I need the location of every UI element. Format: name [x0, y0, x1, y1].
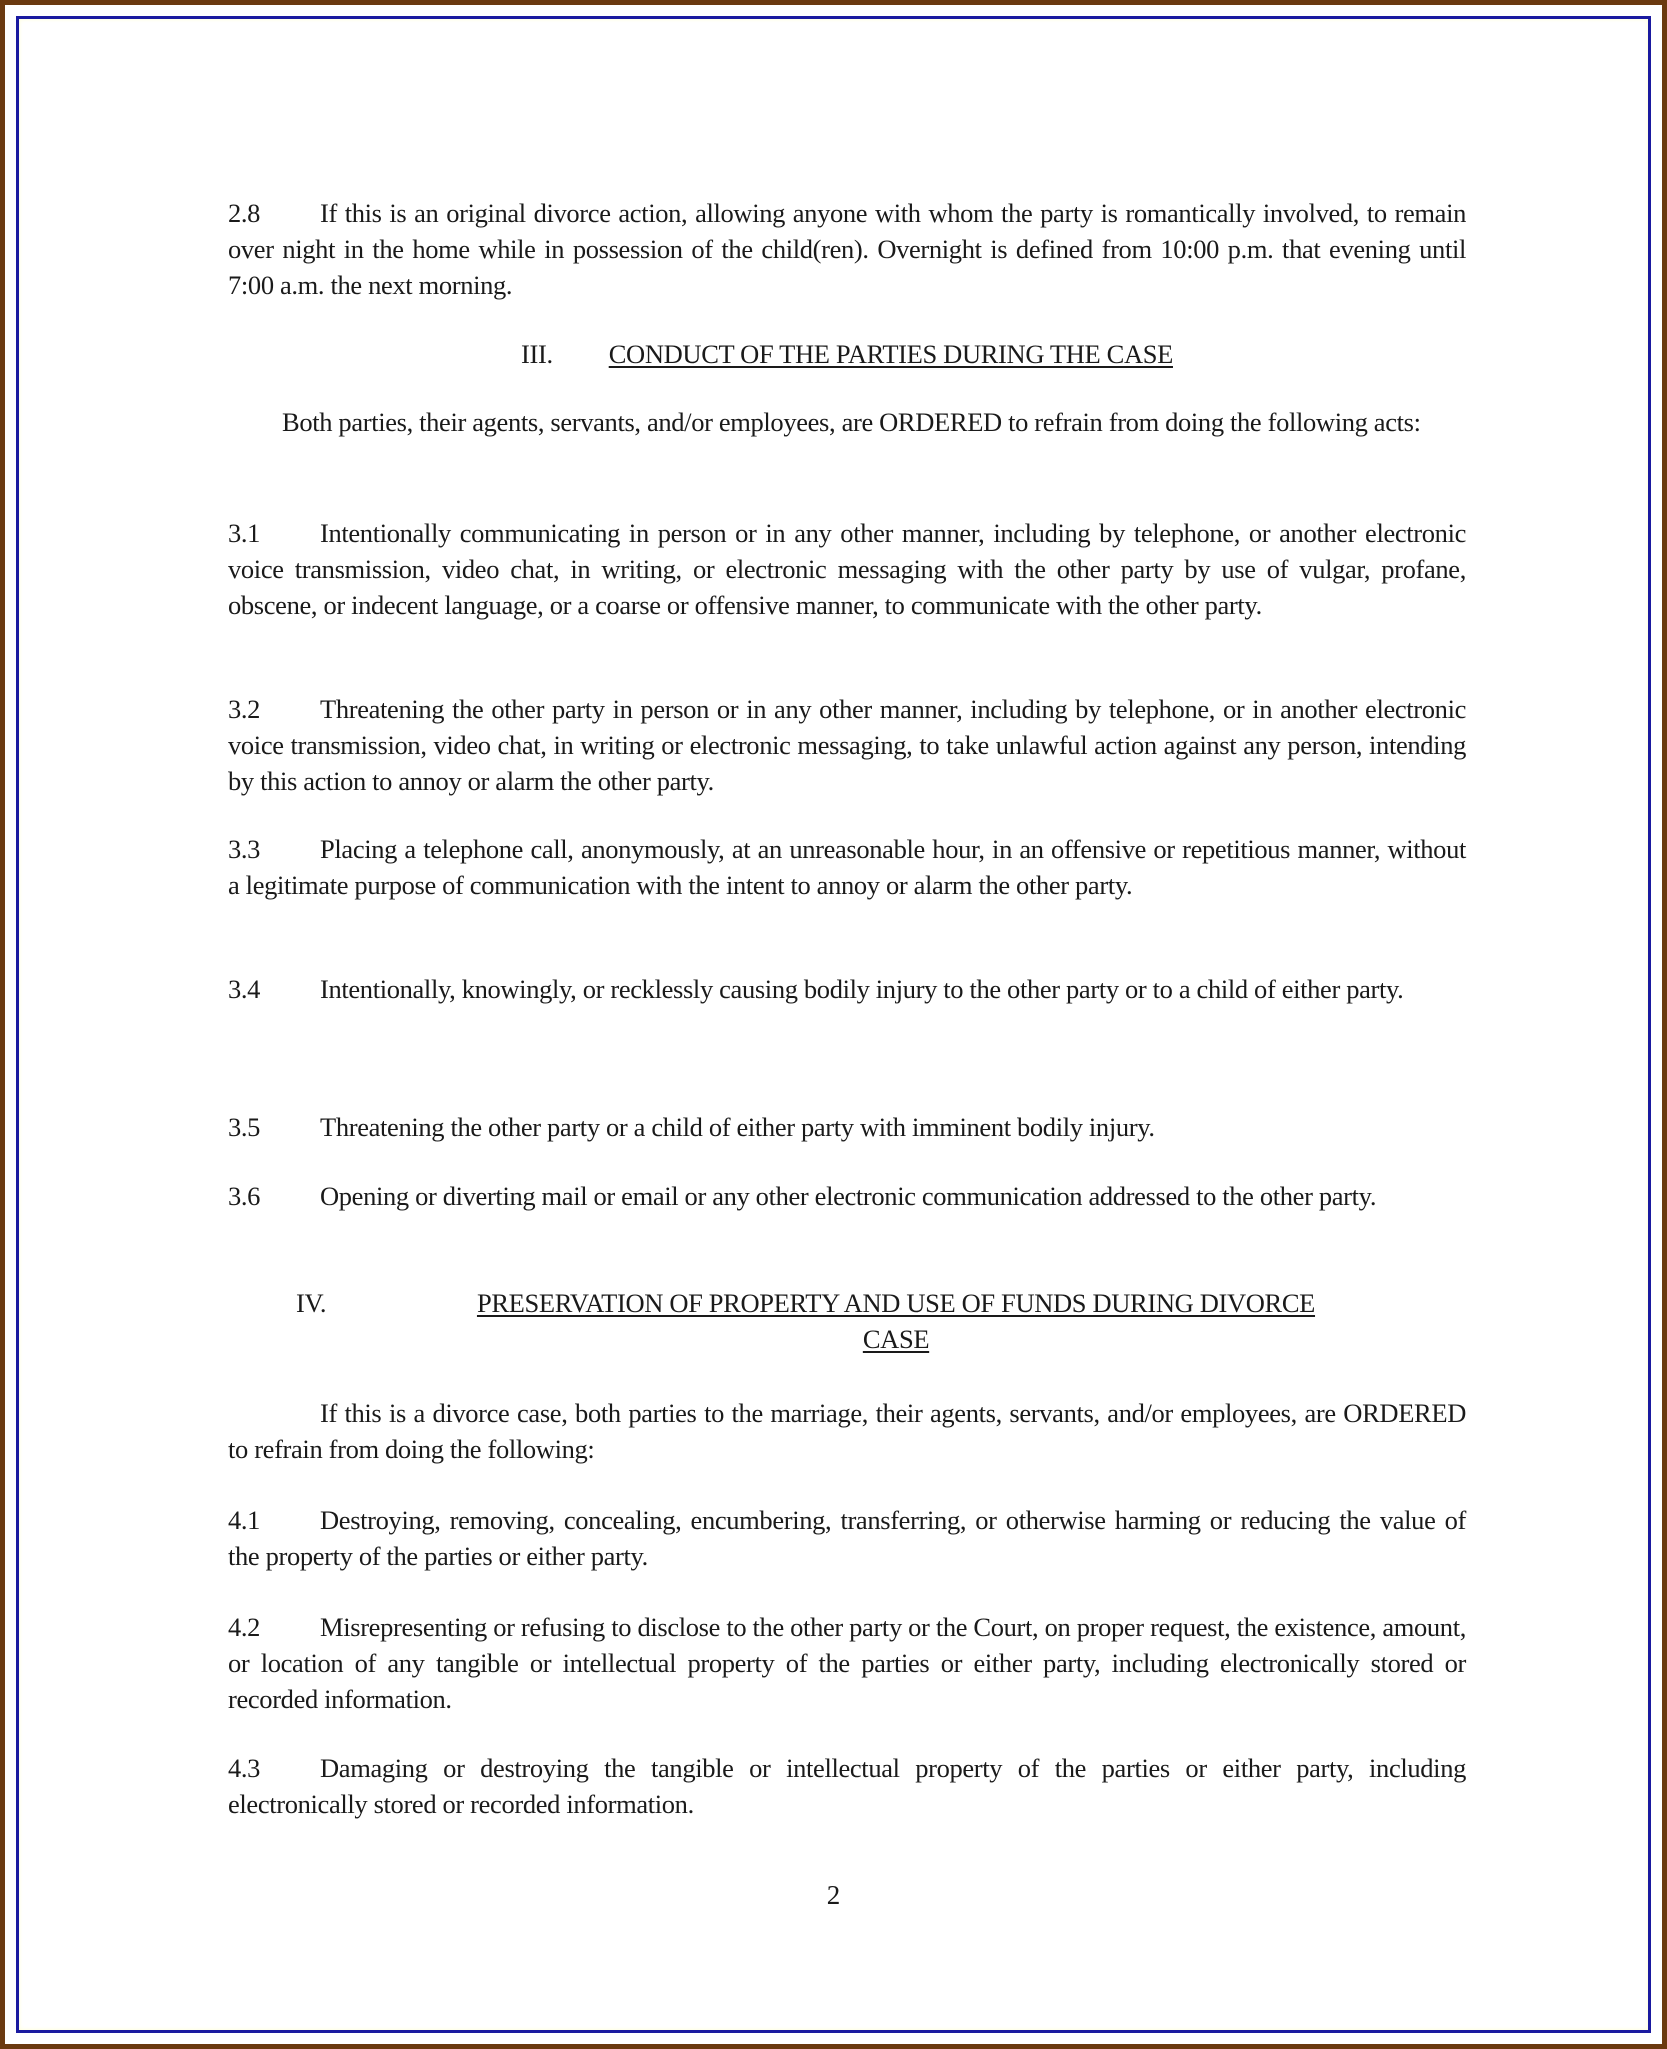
item-number: 4.1 — [228, 1505, 261, 1535]
item-text: Destroying, removing, concealing, encumbering, transferring, or otherwise harming or reducing the value of the property of the parties or either party. — [228, 1505, 1466, 1571]
paragraph-3-4 — [228, 971, 1466, 1007]
paragraph-4-3 — [228, 1750, 1466, 1822]
item-number: 3.1 — [228, 518, 261, 548]
item-text: Intentionally, knowingly, or recklessly causing bodily injury to the other party or to a child of either party. — [320, 974, 1404, 1004]
section-title-line-2: CASE — [862, 1324, 930, 1354]
item-number: 3.4 — [228, 974, 261, 1004]
item-text: Misrepresenting or refusing to disclose to the other party or the Court, on proper request, the existence, amount, or location of any tangible or intellectual property of the parties or either party, including electronically stored or recorded information. — [228, 1612, 1466, 1714]
item-number: 3.6 — [228, 1181, 261, 1211]
intro-text: Both parties, their agents, servants, and/or employees, are ORDERED to refrain from doing the following acts: — [282, 407, 1421, 437]
section-numeral: III. — [521, 339, 553, 369]
item-number: 2.8 — [228, 198, 261, 228]
section-numeral: IV. — [296, 1288, 327, 1318]
item-number: 3.2 — [228, 694, 261, 724]
paragraph-3-2 — [228, 691, 1466, 799]
intro-text: If this is a divorce case, both parties to the marriage, their agents, servants, and/or employees, are ORDERED to refrain from doing the following: — [228, 1398, 1466, 1464]
paragraph-3-3 — [228, 831, 1466, 903]
item-number: 3.3 — [228, 834, 261, 864]
item-text: Intentionally communicating in person or in any other manner, including by telephone, or another electronic voice transmission, video chat, in writing, or electronic messaging with the other party by use of vulgar, profane, obscene, or indecent language, or a coarse or offensive manner, to communicate with the other party. — [228, 518, 1466, 620]
section-4-intro — [228, 1395, 1466, 1467]
section-title-line-1: PRESERVATION OF PROPERTY AND USE OF FUNDS DURING DIVORCE — [476, 1288, 1316, 1318]
item-text: If this is an original divorce action, allowing anyone with whom the party is romantically involved, to remain over night in the home while in possession of the child(ren). Overnight is defined from 10:00 p.m. that evening until 7:00 a.m. the next morning. — [228, 198, 1466, 300]
paragraph-4-2 — [228, 1609, 1466, 1717]
section-title: CONDUCT OF THE PARTIES DURING THE CASE — [608, 339, 1173, 369]
item-number: 3.5 — [228, 1112, 261, 1142]
paragraph-2-8 — [228, 195, 1466, 303]
item-text: Placing a telephone call, anonymously, at an unreasonable hour, in an offensive or repetitious manner, without a legitimate purpose of communication with the intent to annoy or alarm the other party. — [228, 834, 1466, 900]
paragraph-4-1 — [228, 1502, 1466, 1574]
item-number: 4.2 — [228, 1612, 261, 1642]
inner-frame-border — [16, 16, 1651, 2033]
item-text: Threatening the other party or a child of either party with imminent bodily injury. — [320, 1112, 1155, 1142]
section-3-intro — [228, 404, 1466, 440]
paragraph-3-6 — [228, 1178, 1466, 1214]
item-text: Damaging or destroying the tangible or intellectual property of the parties or either party, including electronically stored or recorded information. — [228, 1753, 1466, 1819]
paragraph-3-1 — [228, 515, 1466, 623]
paragraph-3-5 — [228, 1109, 1466, 1145]
item-text: Threatening the other party in person or in any other manner, including by telephone, or in another electronic voice transmission, video chat, in writing or electronic messaging, to take unlawful action against any person, intending by this action to annoy or alarm the other party. — [228, 694, 1466, 796]
section-4-heading — [296, 1285, 1436, 1357]
item-number: 4.3 — [228, 1753, 261, 1783]
section-3-heading — [228, 336, 1466, 372]
page-number: 2 — [826, 1880, 841, 1910]
item-text: Opening or diverting mail or email or any other electronic communication addressed to the other party. — [320, 1181, 1377, 1211]
